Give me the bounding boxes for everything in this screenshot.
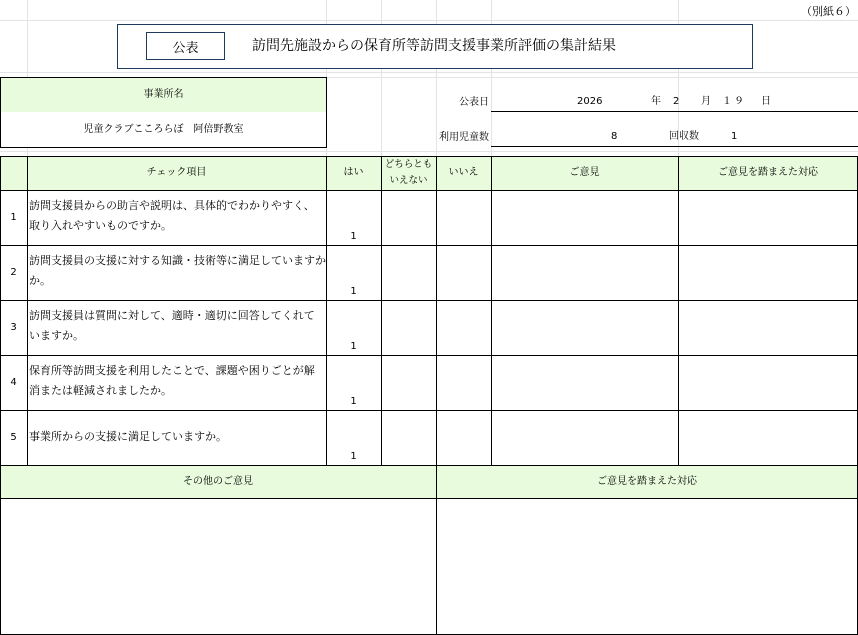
row-number: 5 bbox=[10, 431, 17, 443]
table-border bbox=[436, 156, 437, 635]
header-opinion: ご意見 bbox=[569, 167, 600, 178]
table-border bbox=[0, 190, 858, 191]
question-text bbox=[27, 355, 326, 401]
publish-day: １９ bbox=[722, 96, 746, 107]
collected-label: 回収数 bbox=[669, 131, 699, 142]
evaluation-table bbox=[0, 156, 858, 635]
question-line: 訪問支援員の支援に対する知識・技術等に満足していますか bbox=[29, 254, 326, 267]
table-border bbox=[27, 156, 28, 465]
usage-count: 8 bbox=[611, 131, 618, 142]
table-border bbox=[0, 300, 858, 301]
publish-month-unit: 月 bbox=[701, 96, 711, 107]
grid-line bbox=[0, 72, 858, 73]
date-underline bbox=[491, 111, 858, 112]
yes-count: 1 bbox=[350, 231, 357, 242]
office-name: 児童クラブこころらぼ 阿倍野教室 bbox=[0, 112, 327, 148]
row-number: 2 bbox=[10, 266, 17, 278]
question-line: 訪問支援員からの助言や説明は、具体的でわかりやすく、 bbox=[29, 199, 315, 212]
table-border bbox=[0, 498, 858, 499]
question-text bbox=[27, 300, 326, 346]
table-border bbox=[326, 156, 327, 465]
question-line: いますか。 bbox=[29, 329, 84, 342]
yes-count: 1 bbox=[350, 396, 357, 407]
header-check-item: チェック項目 bbox=[146, 167, 207, 178]
table-border bbox=[0, 156, 1, 635]
table-row bbox=[0, 245, 858, 300]
yes-count: 1 bbox=[350, 286, 357, 297]
publish-date-label: 公表日 bbox=[459, 97, 489, 108]
question-text: 事業所からの支援に満足していますか。 bbox=[29, 430, 227, 443]
grid-line bbox=[0, 20, 858, 21]
publish-day-unit: 日 bbox=[761, 96, 771, 107]
header-neither bbox=[381, 157, 436, 189]
publish-month: 2 bbox=[673, 96, 680, 107]
publish-tag: 公表 bbox=[146, 32, 225, 60]
usage-count-label: 利用児童数 bbox=[439, 132, 489, 143]
footer-response-header: ご意見を踏まえた対応 bbox=[436, 465, 858, 498]
table-border bbox=[381, 156, 382, 465]
page-title: 訪問先施設からの保育所等訪問支援事業所評価の集計結果 bbox=[252, 38, 616, 54]
question-line: 保育所等訪問支援を利用したことで、課題や困りごとが解 bbox=[29, 364, 315, 377]
question-line: 取り入れやすいものですか。 bbox=[29, 219, 172, 232]
row-number: 4 bbox=[10, 376, 17, 388]
table-border bbox=[0, 410, 858, 411]
publish-year-unit: 年 bbox=[651, 96, 661, 107]
other-opinions-area[interactable] bbox=[0, 498, 436, 635]
question-line: 訪問支援員は質問に対して、適時・適切に回答してくれて bbox=[29, 309, 315, 322]
table-row bbox=[0, 300, 858, 355]
collected-count: 1 bbox=[731, 131, 738, 142]
yes-count: 1 bbox=[350, 341, 357, 352]
yes-count: 1 bbox=[350, 451, 357, 462]
table-border bbox=[678, 156, 679, 465]
table-border bbox=[0, 156, 858, 157]
footer-response-area[interactable] bbox=[436, 498, 858, 635]
header-yes: はい bbox=[343, 167, 364, 178]
table-border bbox=[0, 355, 858, 356]
header-response: ご意見を踏まえた対応 bbox=[718, 167, 818, 178]
usage-underline bbox=[491, 146, 858, 147]
grid-line bbox=[0, 151, 858, 152]
table-border bbox=[491, 156, 492, 465]
office-label: 事業所名 bbox=[0, 77, 327, 113]
row-number: 3 bbox=[10, 321, 17, 333]
question-line: か。 bbox=[29, 274, 51, 287]
header-no: いいえ bbox=[448, 167, 479, 178]
row-number: 1 bbox=[10, 211, 17, 223]
table-row bbox=[0, 190, 858, 245]
question-text bbox=[27, 245, 326, 291]
table-row bbox=[0, 355, 858, 410]
question-text bbox=[27, 190, 326, 236]
header-neither-line2: いえない bbox=[389, 175, 428, 186]
header-neither-line1: どちらとも bbox=[384, 159, 433, 170]
table-row bbox=[0, 410, 858, 465]
publish-year: 2026 bbox=[577, 96, 603, 107]
form-reference: （別紙６） bbox=[801, 5, 856, 18]
table-border bbox=[0, 245, 858, 246]
table-border bbox=[0, 465, 858, 466]
other-opinions-header: その他のご意見 bbox=[0, 465, 436, 498]
question-line: 消または軽減されましたか。 bbox=[29, 384, 172, 397]
